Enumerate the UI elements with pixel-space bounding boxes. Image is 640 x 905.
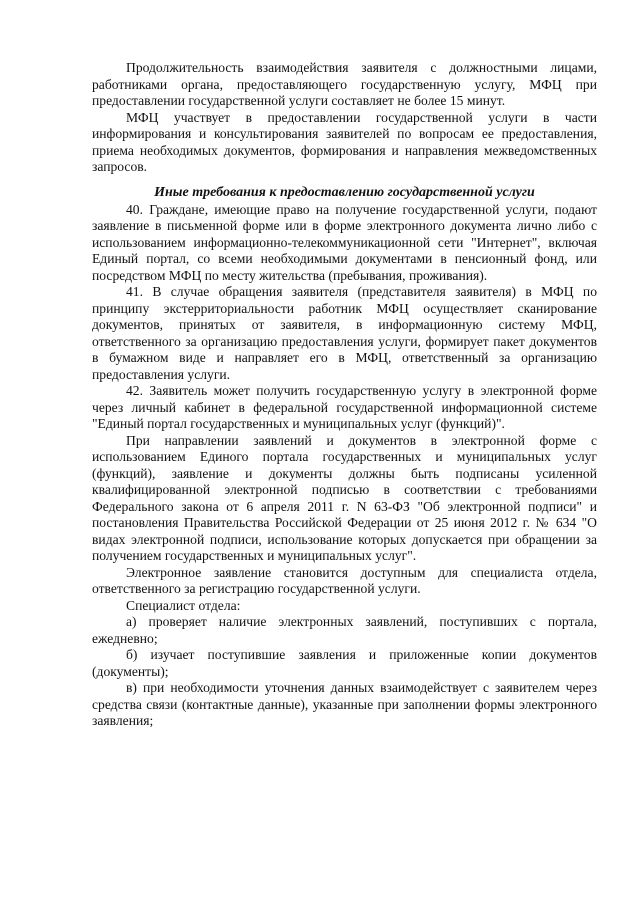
paragraph-42: 42. Заявитель может получить государственную услугу в электронной форме через личный кабинет в федеральной государственной информационной системе "Единый портал государственных и муниципальных услуг (функций)". — [92, 383, 597, 431]
paragraph-specialist: Специалист отдела: — [126, 597, 241, 613]
paragraph-41: 41. В случае обращения заявителя (представителя заявителя) в МФЦ по принципу экстерриториальности работник МФЦ осуществляет сканирование документов, принятых от заявителя, в информационную систему МФЦ, ответственного за организацию предоставления услуги, формирует пакет документов в бумажном виде и направляет его в МФЦ, ответственный за организацию предоставления услуги. — [92, 284, 597, 382]
paragraph-mfc-participation: МФЦ участвует в предоставлении государственной услуги в части информирования и консультирования заявителей по вопросам ее предоставления, приема необходимых документов, формирования и направления межведомственных запросов. — [92, 109, 597, 174]
list-item-b: б) изучает поступившие заявления и приложенные копии документов (документы); — [92, 647, 597, 679]
document-body — [92, 60, 597, 730]
paragraph-electronic-application: Электронное заявление становится доступным для специалиста отдела, ответственного за регистрацию государственной услуги. — [92, 564, 597, 596]
list-item-a: а) проверяет наличие электронных заявлений, поступивших с портала, ежедневно; — [92, 614, 597, 646]
paragraph-electronic-signature: При направлении заявлений и документов в электронной форме с использованием Единого портала государственных и муниципальных услуг (функций), заявление и документы должны быть подписаны усиленной квалифицированной электронной подписью в соответствии с требованиями Федерального закона от 6 апреля 2011 г. N 63-ФЗ "Об электронной подписи" и постановления Правительства Российской Федерации от 25 июня 2012 г. № 634 "О видах электронной подписи, использование которых допускается при обращении за получением государственных и муниципальных услуг". — [92, 432, 597, 563]
paragraph-interaction-duration: Продолжительность взаимодействия заявителя с должностными лицами, работниками органа, предоставляющего государственную услугу, МФЦ при предоставлении государственной услуги составляет не более 15 минут. — [92, 60, 597, 108]
paragraph-40: 40. Граждане, имеющие право на получение государственной услуги, подают заявление в письменной форме или в форме электронного документа лично либо с использованием информационно-телекоммуникационной сети "Интернет", включая Единый портал, со всеми необходимыми документами в пенсионный фонд, или посредством МФЦ по месту жительства (пребывания, проживания). — [92, 201, 597, 283]
list-item-v: в) при необходимости уточнения данных взаимодействует с заявителем через средства связи (контактные данные), указанные при заполнении формы электронного заявления; — [92, 680, 597, 728]
section-heading: Иные требования к предоставлению государственной услуги — [154, 184, 535, 200]
